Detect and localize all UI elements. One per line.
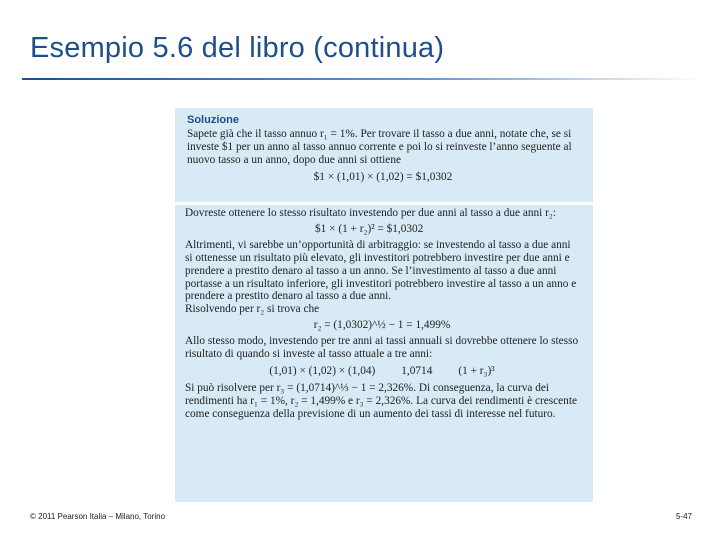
solution-paragraph: Sapete già che il tasso annuo r₁ = 1%. Per trovare il tasso a due anni, notate che, se si investe $1 per un anno al tasso annuo corrente e poi lo si reinveste l’anno seguente al nuovo tasso a un anno, dopo due anni si ottiene: [187, 128, 572, 166]
solution-box-top: [175, 108, 593, 202]
equation-r2-solution: r₂ = (1,0302)^½ − 1 = 1,499%: [313, 319, 451, 332]
footer-page-number: 5-47: [675, 512, 692, 521]
paragraph-three-year: Allo stesso modo, investendo per tre anni ai tassi annuali si dovrebbe ottenere lo stesso risultato di quando si investe al tasso attuale a tre anni:: [185, 335, 579, 361]
solution-heading: Soluzione: [187, 114, 239, 126]
paragraph-arbitrage: Altrimenti, vi sarebbe un’opportunità di arbitraggio: se investendo al tasso a due anni si ottenesse un risultato più elevato, gli investitori potrebbero investire per due anni e prendere a prestito denaro al tasso a un anno. Se l’investimento al tasso a due anni portasse a un risultato inferiore, gli investitori potrebbero investire al tasso a un anno e prendere a prestito denaro al tasso a due anni.: [185, 238, 577, 303]
paragraph-two-year-rate: Dovreste ottenere lo stesso risultato investendo per due anni al tasso a due anni r₂:: [185, 207, 556, 219]
paragraph-yield-curve: Si può risolvere per r₃ = (1,0714)^⅓ − 1 = 2,326%. Di conseguenza, la curva dei rendimenti ha r₁ = 1%, r₂ = 1,499% e r₃ = 2,326%. La curva dei rendimenti è crescente come conseguenza della previsione di un aumento dei tassi di interesse nel futuro.: [185, 381, 577, 420]
equation-two-year-growth: $1 × (1,01) × (1,02) = $1,0302: [313, 171, 453, 183]
footer-copyright: © 2011 Pearson Italia – Milano, Torino: [30, 512, 166, 521]
equation-three-year-right: (1 + r₃)³: [458, 364, 495, 377]
equation-three-year-middle: 1,0714: [401, 364, 433, 377]
title-underline: [22, 78, 702, 80]
equation-three-year: [185, 365, 579, 378]
equation-three-year-left: (1,01) × (1,02) × (1,04): [269, 364, 376, 377]
equation-two-year-rate: $1 × (1 + r₂)² = $1,0302: [315, 222, 424, 235]
slide-title: Esempio 5.6 del libro (continua): [30, 32, 445, 64]
paragraph-solve-r2: Risolvendo per r₂ si trova che: [185, 303, 320, 316]
solution-box-bottom: [175, 205, 593, 502]
